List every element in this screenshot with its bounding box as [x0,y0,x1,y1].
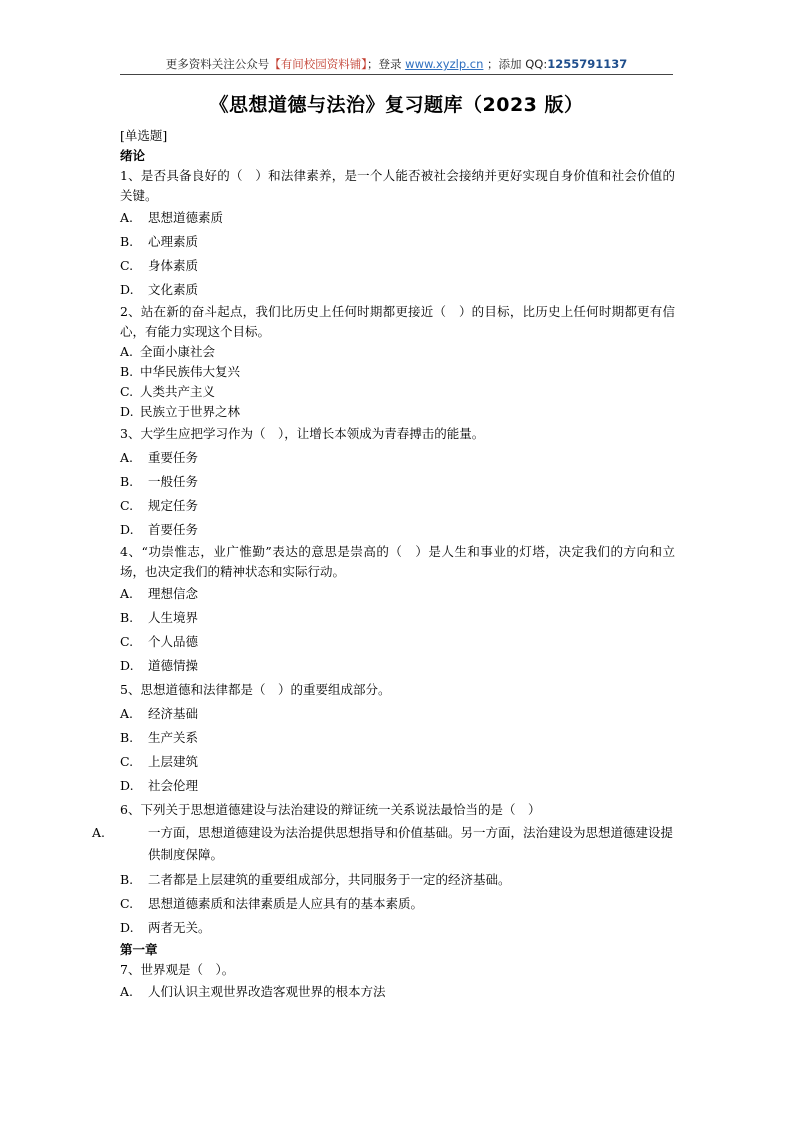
option-letter: A. [120,450,134,465]
option-item [92,822,675,868]
option-text: 个人品德 [148,634,199,649]
option-text: 思想道德素质 [148,210,224,225]
question-stem: 1、是否具备良好的（ ）和法律素养，是一个人能否被社会接纳并更好实现自身价值和社会价值的关键。 [120,168,675,203]
question-type-label: [单选题] [120,128,168,143]
option-letter: D. [120,282,134,297]
option-text: 身体素质 [148,258,199,273]
option-text: 人类共产主义 [140,384,216,399]
option-letter: D. [120,658,134,673]
option-item [120,278,675,302]
option-item [120,446,675,470]
option-letter: A. [120,586,134,601]
option-letter: A. [92,825,106,840]
option-letter: C. [120,634,134,649]
option-text: 一方面，思想道德建设为法治提供思想指导和价值基础。另一方面，法治建设为思想道德建设提供制度保障。 [148,825,674,862]
option-letter: B. [120,234,134,249]
header-brand: 【有间校园资料铺】 [269,57,368,71]
option-item [120,230,675,254]
option-text: 人生境界 [148,610,199,625]
option-letter: B. [120,364,134,379]
option-letter: B. [120,474,134,489]
question-stem: 3、大学生应把学习作为（ ），让增长本领成为青春搏击的能量。 [120,426,485,441]
section-heading-ch1: 第一章 [120,942,158,957]
option-text: 经济基础 [148,706,199,721]
option-text: 中华民族伟大复兴 [140,364,241,379]
question-stem: 4、“功崇惟志，业广惟勤”表达的意思是崇高的（ ）是人生和事业的灯塔，决定我们的方向和立场，也决定我们的精神状态和实际行动。 [120,544,675,579]
option-text: 文化素质 [148,282,199,297]
option-item [120,470,675,494]
option-text: 道德情操 [148,658,199,673]
option-item [120,606,675,630]
option-item [120,980,675,1004]
option-text: 两者无关。 [148,920,211,935]
option-item [120,774,675,798]
option-letter: D. [120,404,134,419]
header-prefix: 更多资料关注公众号 [165,57,270,71]
option-text: 理想信念 [148,586,199,601]
option-letter: C. [120,498,134,513]
option-item [120,206,675,230]
option-letter: D. [120,778,134,793]
option-item [120,702,675,726]
option-letter: C. [120,384,134,399]
option-item [120,494,675,518]
option-letter: A. [120,210,134,225]
option-text: 人们认识主观世界改造客观世界的根本方法 [148,984,386,999]
option-text: 心理素质 [148,234,199,249]
option-item [120,402,675,422]
option-letter: A. [120,706,134,721]
option-letter: B. [120,872,134,887]
section-heading-intro: 绪论 [120,148,146,163]
question-stem: 2、站在新的奋斗起点，我们比历史上任何时期都更接近（ ）的目标，比历史上任何时期都更有信心，有能力实现这个目标。 [120,304,675,339]
option-text: 生产关系 [148,730,199,745]
option-item [120,362,675,382]
question-stem: 5、思想道德和法律都是（ ）的重要组成部分。 [120,682,391,697]
option-item [120,892,675,916]
option-item [120,654,675,678]
option-letter: D. [120,920,134,935]
option-item [120,342,675,362]
option-text: 思想道德素质和法律素质是人应具有的基本素质。 [148,896,424,911]
question-stem: 7、世界观是（ ）。 [120,962,235,977]
option-letter: A. [120,984,134,999]
page-header [0,56,793,72]
option-item [120,582,675,606]
option-item [120,254,675,278]
option-text: 上层建筑 [148,754,199,769]
option-item [120,726,675,750]
document-title: 《思想道德与法治》复习题库（2023 版） [209,94,584,116]
option-text: 民族立于世界之林 [140,404,241,419]
header-divider [120,74,673,75]
option-text: 二者都是上层建筑的重要组成部分，共同服务于一定的经济基础。 [148,872,511,887]
option-text: 首要任务 [148,522,199,537]
option-text: 规定任务 [148,498,199,513]
option-letter: C. [120,896,134,911]
option-item [120,630,675,654]
option-letter: B. [120,610,134,625]
option-letter: D. [120,522,134,537]
option-text: 一般任务 [148,474,199,489]
option-text: 重要任务 [148,450,199,465]
option-letter: C. [120,754,134,769]
option-item [120,750,675,774]
header-qq-label: ；添加 QQ: [483,57,548,71]
header-qq-number: 1255791137 [547,57,628,71]
question-list [92,126,675,1004]
option-text: 社会伦理 [148,778,199,793]
header-login-label: ；登录 [367,57,406,71]
option-letter: C. [120,258,134,273]
option-item [120,916,675,940]
option-text: 全面小康社会 [140,344,216,359]
option-letter: A. [120,344,134,359]
question-stem: 6、下列关于思想道德建设与法治建设的辩证统一关系说法最恰当的是（ ） [120,802,541,817]
option-letter: B. [120,730,134,745]
option-item [120,518,675,542]
header-site-link[interactable]: www.xyzlp.cn [405,57,484,71]
option-item [120,382,675,402]
option-item [120,868,675,892]
